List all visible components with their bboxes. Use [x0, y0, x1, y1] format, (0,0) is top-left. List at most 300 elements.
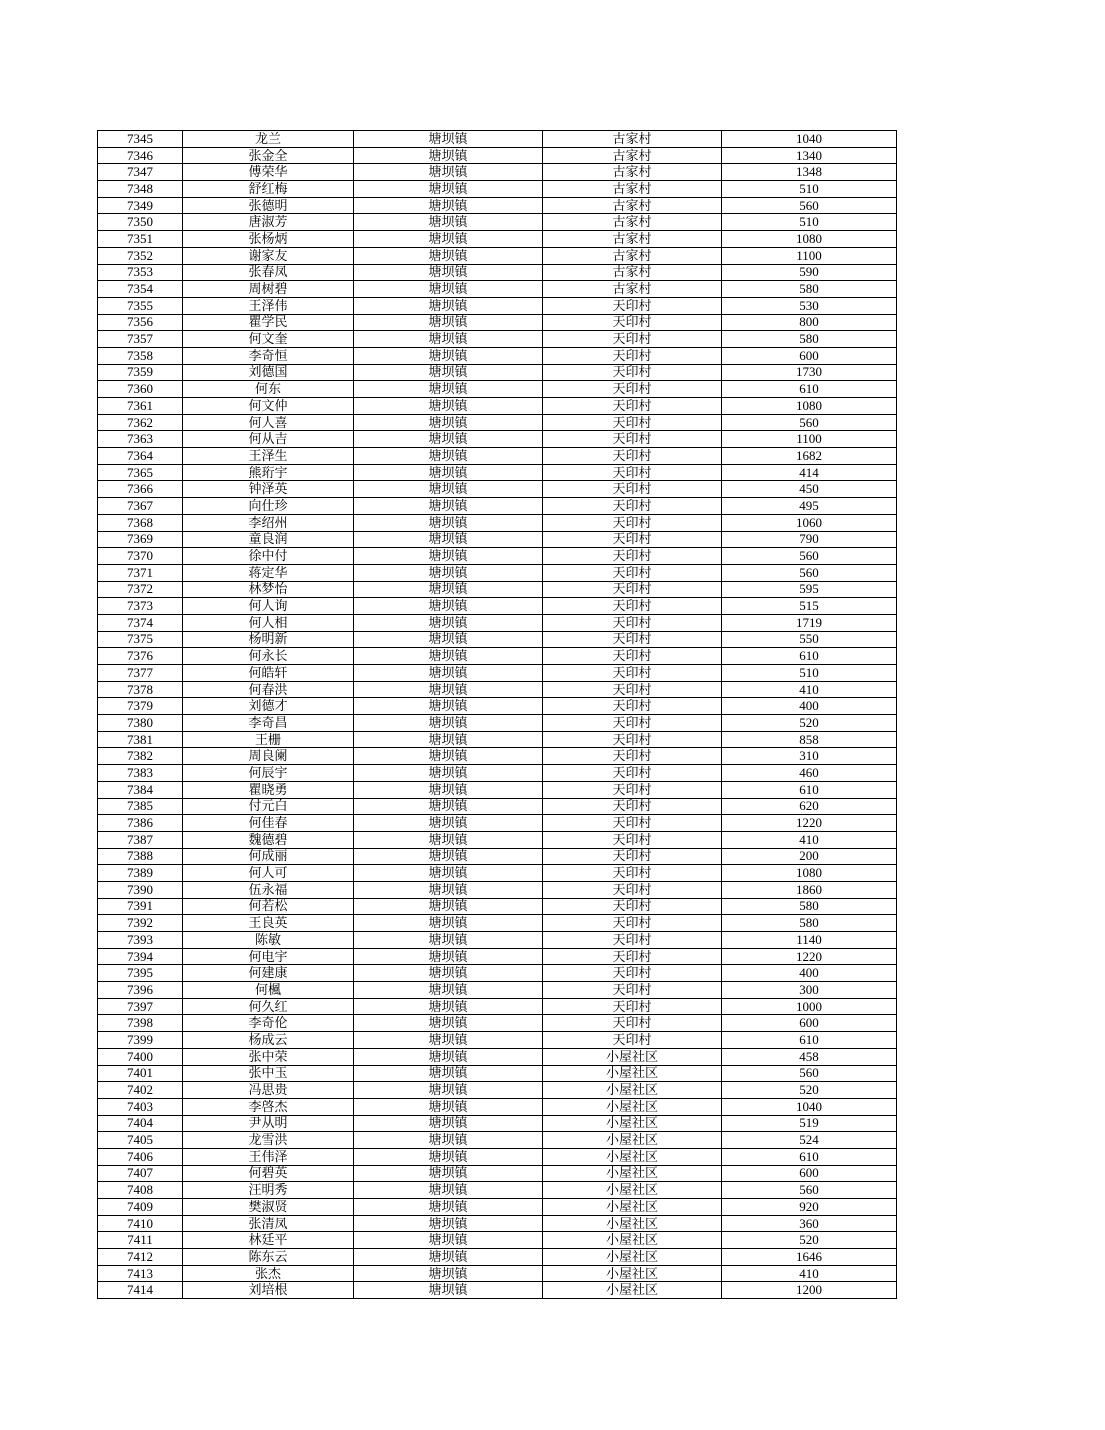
name-cell: 伍永福 [183, 881, 354, 898]
table-row [98, 364, 897, 381]
village-cell: 天印村 [543, 464, 722, 481]
amount-cell: 800 [722, 314, 897, 331]
table-row [98, 247, 897, 264]
table-row [98, 564, 897, 581]
row-number-cell: 7357 [98, 331, 183, 348]
table-row [98, 414, 897, 431]
row-number-cell: 7384 [98, 781, 183, 798]
row-number-cell: 7386 [98, 815, 183, 832]
village-cell: 天印村 [543, 698, 722, 715]
village-cell: 天印村 [543, 765, 722, 782]
name-cell: 付元白 [183, 798, 354, 815]
row-number-cell: 7362 [98, 414, 183, 431]
village-cell: 古家村 [543, 197, 722, 214]
name-cell: 何从吉 [183, 431, 354, 448]
row-number-cell: 7387 [98, 831, 183, 848]
table-row [98, 231, 897, 248]
table-row [98, 431, 897, 448]
row-number-cell: 7406 [98, 1148, 183, 1165]
row-number-cell: 7348 [98, 181, 183, 198]
amount-cell: 510 [722, 214, 897, 231]
table-row [98, 1015, 897, 1032]
name-cell: 何人询 [183, 598, 354, 615]
town-cell: 塘坝镇 [354, 398, 543, 415]
town-cell: 塘坝镇 [354, 147, 543, 164]
town-cell: 塘坝镇 [354, 965, 543, 982]
amount-cell: 400 [722, 965, 897, 982]
town-cell: 塘坝镇 [354, 564, 543, 581]
amount-cell: 200 [722, 848, 897, 865]
table-row [98, 381, 897, 398]
village-cell: 小屋社区 [543, 1065, 722, 1082]
name-cell: 向仕珍 [183, 498, 354, 515]
amount-cell: 400 [722, 698, 897, 715]
table-row [98, 1082, 897, 1099]
row-number-cell: 7378 [98, 681, 183, 698]
town-cell: 塘坝镇 [354, 865, 543, 882]
amount-cell: 410 [722, 831, 897, 848]
row-number-cell: 7369 [98, 531, 183, 548]
village-cell: 天印村 [543, 831, 722, 848]
table-row [98, 881, 897, 898]
row-number-cell: 7393 [98, 932, 183, 949]
row-number-cell: 7401 [98, 1065, 183, 1082]
row-number-cell: 7361 [98, 398, 183, 415]
name-cell: 张中荣 [183, 1048, 354, 1065]
amount-cell: 1200 [722, 1282, 897, 1299]
amount-cell: 610 [722, 381, 897, 398]
amount-cell: 590 [722, 264, 897, 281]
row-number-cell: 7370 [98, 548, 183, 565]
amount-cell: 1080 [722, 398, 897, 415]
name-cell: 张杰 [183, 1265, 354, 1282]
table-row [98, 731, 897, 748]
village-cell: 天印村 [543, 898, 722, 915]
amount-cell: 1348 [722, 164, 897, 181]
name-cell: 王泽伟 [183, 297, 354, 314]
table-row [98, 614, 897, 631]
town-cell: 塘坝镇 [354, 614, 543, 631]
amount-cell: 550 [722, 631, 897, 648]
town-cell: 塘坝镇 [354, 598, 543, 615]
table-row [98, 1065, 897, 1082]
name-cell: 冯思贵 [183, 1082, 354, 1099]
row-number-cell: 7405 [98, 1132, 183, 1149]
amount-cell: 515 [722, 598, 897, 615]
name-cell: 刘德国 [183, 364, 354, 381]
amount-cell: 1040 [722, 131, 897, 148]
amount-cell: 560 [722, 1182, 897, 1199]
row-number-cell: 7404 [98, 1115, 183, 1132]
name-cell: 何建康 [183, 965, 354, 982]
name-cell: 谢家友 [183, 247, 354, 264]
row-number-cell: 7403 [98, 1098, 183, 1115]
amount-cell: 450 [722, 481, 897, 498]
row-number-cell: 7354 [98, 281, 183, 298]
table-row [98, 498, 897, 515]
amount-cell: 600 [722, 1165, 897, 1182]
table-row [98, 815, 897, 832]
town-cell: 塘坝镇 [354, 247, 543, 264]
town-cell: 塘坝镇 [354, 1165, 543, 1182]
name-cell: 陈东云 [183, 1249, 354, 1266]
table-row [98, 548, 897, 565]
name-cell: 何人喜 [183, 414, 354, 431]
row-number-cell: 7390 [98, 881, 183, 898]
row-number-cell: 7368 [98, 514, 183, 531]
name-cell: 杨明新 [183, 631, 354, 648]
row-number-cell: 7379 [98, 698, 183, 715]
town-cell: 塘坝镇 [354, 1032, 543, 1049]
amount-cell: 1682 [722, 448, 897, 465]
row-number-cell: 7412 [98, 1249, 183, 1266]
town-cell: 塘坝镇 [354, 1249, 543, 1266]
name-cell: 王泽生 [183, 448, 354, 465]
amount-cell: 1220 [722, 815, 897, 832]
name-cell: 何碧英 [183, 1165, 354, 1182]
village-cell: 天印村 [543, 932, 722, 949]
amount-cell: 1080 [722, 231, 897, 248]
town-cell: 塘坝镇 [354, 581, 543, 598]
town-cell: 塘坝镇 [354, 1182, 543, 1199]
town-cell: 塘坝镇 [354, 1065, 543, 1082]
town-cell: 塘坝镇 [354, 1082, 543, 1099]
town-cell: 塘坝镇 [354, 297, 543, 314]
name-cell: 张金全 [183, 147, 354, 164]
town-cell: 塘坝镇 [354, 481, 543, 498]
village-cell: 古家村 [543, 164, 722, 181]
row-number-cell: 7380 [98, 715, 183, 732]
name-cell: 傅荣华 [183, 164, 354, 181]
village-cell: 天印村 [543, 314, 722, 331]
row-number-cell: 7376 [98, 648, 183, 665]
amount-cell: 1040 [722, 1098, 897, 1115]
town-cell: 塘坝镇 [354, 131, 543, 148]
town-cell: 塘坝镇 [354, 948, 543, 965]
village-cell: 天印村 [543, 514, 722, 531]
name-cell: 李奇恒 [183, 347, 354, 364]
table-row [98, 481, 897, 498]
table-row [98, 1182, 897, 1199]
row-number-cell: 7360 [98, 381, 183, 398]
table-row [98, 1265, 897, 1282]
name-cell: 瞿晓勇 [183, 781, 354, 798]
amount-cell: 520 [722, 1082, 897, 1099]
row-number-cell: 7395 [98, 965, 183, 982]
name-cell: 李啓杰 [183, 1098, 354, 1115]
town-cell: 塘坝镇 [354, 197, 543, 214]
table-row [98, 898, 897, 915]
name-cell: 李奇昌 [183, 715, 354, 732]
row-number-cell: 7358 [98, 347, 183, 364]
name-cell: 张春凤 [183, 264, 354, 281]
village-cell: 天印村 [543, 965, 722, 982]
village-cell: 小屋社区 [543, 1132, 722, 1149]
amount-cell: 300 [722, 982, 897, 999]
data-table [97, 130, 897, 1299]
row-number-cell: 7377 [98, 665, 183, 682]
town-cell: 塘坝镇 [354, 548, 543, 565]
village-cell: 天印村 [543, 381, 722, 398]
town-cell: 塘坝镇 [354, 264, 543, 281]
table-row [98, 998, 897, 1015]
village-cell: 古家村 [543, 281, 722, 298]
table-row [98, 932, 897, 949]
town-cell: 塘坝镇 [354, 915, 543, 932]
name-cell: 何文仲 [183, 398, 354, 415]
row-number-cell: 7373 [98, 598, 183, 615]
village-cell: 天印村 [543, 564, 722, 581]
table-row [98, 648, 897, 665]
row-number-cell: 7392 [98, 915, 183, 932]
village-cell: 天印村 [543, 614, 722, 631]
name-cell: 汪明秀 [183, 1182, 354, 1199]
row-number-cell: 7398 [98, 1015, 183, 1032]
amount-cell: 1100 [722, 247, 897, 264]
town-cell: 塘坝镇 [354, 531, 543, 548]
amount-cell: 560 [722, 1065, 897, 1082]
table-row [98, 131, 897, 148]
amount-cell: 1100 [722, 431, 897, 448]
row-number-cell: 7355 [98, 297, 183, 314]
name-cell: 蒋定华 [183, 564, 354, 581]
amount-cell: 1220 [722, 948, 897, 965]
table-row [98, 715, 897, 732]
row-number-cell: 7346 [98, 147, 183, 164]
amount-cell: 600 [722, 347, 897, 364]
amount-cell: 520 [722, 1232, 897, 1249]
village-cell: 天印村 [543, 414, 722, 431]
village-cell: 天印村 [543, 731, 722, 748]
name-cell: 熊珩宇 [183, 464, 354, 481]
name-cell: 舒红梅 [183, 181, 354, 198]
amount-cell: 1860 [722, 881, 897, 898]
name-cell: 尹从明 [183, 1115, 354, 1132]
village-cell: 古家村 [543, 147, 722, 164]
name-cell: 刘德才 [183, 698, 354, 715]
amount-cell: 620 [722, 798, 897, 815]
town-cell: 塘坝镇 [354, 514, 543, 531]
village-cell: 天印村 [543, 598, 722, 615]
table-row [98, 915, 897, 932]
town-cell: 塘坝镇 [354, 881, 543, 898]
amount-cell: 414 [722, 464, 897, 481]
town-cell: 塘坝镇 [354, 982, 543, 999]
village-cell: 小屋社区 [543, 1215, 722, 1232]
table-row [98, 798, 897, 815]
amount-cell: 458 [722, 1048, 897, 1065]
table-row [98, 514, 897, 531]
table-row [98, 982, 897, 999]
table-row [98, 948, 897, 965]
name-cell: 周树碧 [183, 281, 354, 298]
amount-cell: 1646 [722, 1249, 897, 1266]
amount-cell: 610 [722, 1148, 897, 1165]
village-cell: 天印村 [543, 364, 722, 381]
town-cell: 塘坝镇 [354, 765, 543, 782]
amount-cell: 524 [722, 1132, 897, 1149]
name-cell: 林梦怡 [183, 581, 354, 598]
row-number-cell: 7391 [98, 898, 183, 915]
table-row [98, 848, 897, 865]
town-cell: 塘坝镇 [354, 347, 543, 364]
row-number-cell: 7413 [98, 1265, 183, 1282]
town-cell: 塘坝镇 [354, 932, 543, 949]
town-cell: 塘坝镇 [354, 331, 543, 348]
row-number-cell: 7351 [98, 231, 183, 248]
name-cell: 李绍州 [183, 514, 354, 531]
village-cell: 天印村 [543, 982, 722, 999]
table-row [98, 698, 897, 715]
table-row [98, 1232, 897, 1249]
village-cell: 天印村 [543, 715, 722, 732]
amount-cell: 1719 [722, 614, 897, 631]
village-cell: 天印村 [543, 1032, 722, 1049]
row-number-cell: 7385 [98, 798, 183, 815]
table-row [98, 264, 897, 281]
town-cell: 塘坝镇 [354, 181, 543, 198]
row-number-cell: 7363 [98, 431, 183, 448]
table-row [98, 331, 897, 348]
town-cell: 塘坝镇 [354, 231, 543, 248]
name-cell: 李奇伦 [183, 1015, 354, 1032]
name-cell: 樊淑贤 [183, 1199, 354, 1216]
town-cell: 塘坝镇 [354, 731, 543, 748]
row-number-cell: 7400 [98, 1048, 183, 1065]
village-cell: 天印村 [543, 815, 722, 832]
name-cell: 龙兰 [183, 131, 354, 148]
amount-cell: 580 [722, 898, 897, 915]
amount-cell: 580 [722, 915, 897, 932]
table-row [98, 448, 897, 465]
town-cell: 塘坝镇 [354, 848, 543, 865]
table-row [98, 781, 897, 798]
village-cell: 小屋社区 [543, 1182, 722, 1199]
town-cell: 塘坝镇 [354, 1148, 543, 1165]
village-cell: 天印村 [543, 798, 722, 815]
table-row [98, 281, 897, 298]
row-number-cell: 7372 [98, 581, 183, 598]
village-cell: 天印村 [543, 781, 722, 798]
village-cell: 天印村 [543, 915, 722, 932]
town-cell: 塘坝镇 [354, 431, 543, 448]
amount-cell: 560 [722, 548, 897, 565]
amount-cell: 1140 [722, 932, 897, 949]
village-cell: 古家村 [543, 247, 722, 264]
name-cell: 何皓轩 [183, 665, 354, 682]
row-number-cell: 7388 [98, 848, 183, 865]
village-cell: 小屋社区 [543, 1265, 722, 1282]
village-cell: 小屋社区 [543, 1048, 722, 1065]
village-cell: 天印村 [543, 548, 722, 565]
village-cell: 古家村 [543, 214, 722, 231]
table-row [98, 197, 897, 214]
table-row [98, 965, 897, 982]
name-cell: 瞿学民 [183, 314, 354, 331]
town-cell: 塘坝镇 [354, 214, 543, 231]
amount-cell: 580 [722, 331, 897, 348]
town-cell: 塘坝镇 [354, 1282, 543, 1299]
village-cell: 天印村 [543, 347, 722, 364]
table-row [98, 1132, 897, 1149]
town-cell: 塘坝镇 [354, 781, 543, 798]
row-number-cell: 7396 [98, 982, 183, 999]
table-row [98, 1148, 897, 1165]
amount-cell: 460 [722, 765, 897, 782]
table-row [98, 1098, 897, 1115]
name-cell: 何佳春 [183, 815, 354, 832]
amount-cell: 410 [722, 681, 897, 698]
village-cell: 天印村 [543, 998, 722, 1015]
town-cell: 塘坝镇 [354, 998, 543, 1015]
row-number-cell: 7409 [98, 1199, 183, 1216]
table-row [98, 214, 897, 231]
amount-cell: 310 [722, 748, 897, 765]
row-number-cell: 7371 [98, 564, 183, 581]
row-number-cell: 7399 [98, 1032, 183, 1049]
town-cell: 塘坝镇 [354, 1265, 543, 1282]
name-cell: 林廷平 [183, 1232, 354, 1249]
name-cell: 龙雪洪 [183, 1132, 354, 1149]
town-cell: 塘坝镇 [354, 1215, 543, 1232]
table-row [98, 631, 897, 648]
town-cell: 塘坝镇 [354, 1115, 543, 1132]
name-cell: 何永长 [183, 648, 354, 665]
table-row [98, 297, 897, 314]
name-cell: 张杨炳 [183, 231, 354, 248]
amount-cell: 920 [722, 1199, 897, 1216]
name-cell: 何电宇 [183, 948, 354, 965]
amount-cell: 510 [722, 181, 897, 198]
row-number-cell: 7408 [98, 1182, 183, 1199]
village-cell: 小屋社区 [543, 1199, 722, 1216]
name-cell: 王栅 [183, 731, 354, 748]
village-cell: 天印村 [543, 531, 722, 548]
row-number-cell: 7374 [98, 614, 183, 631]
table-row [98, 765, 897, 782]
town-cell: 塘坝镇 [354, 281, 543, 298]
row-number-cell: 7383 [98, 765, 183, 782]
town-cell: 塘坝镇 [354, 815, 543, 832]
village-cell: 天印村 [543, 297, 722, 314]
amount-cell: 580 [722, 281, 897, 298]
name-cell: 何春洪 [183, 681, 354, 698]
village-cell: 古家村 [543, 264, 722, 281]
town-cell: 塘坝镇 [354, 1232, 543, 1249]
row-number-cell: 7375 [98, 631, 183, 648]
village-cell: 古家村 [543, 181, 722, 198]
village-cell: 天印村 [543, 498, 722, 515]
table-row [98, 531, 897, 548]
table-row [98, 581, 897, 598]
table-row [98, 147, 897, 164]
table-row [98, 1215, 897, 1232]
amount-cell: 360 [722, 1215, 897, 1232]
town-cell: 塘坝镇 [354, 1015, 543, 1032]
village-cell: 小屋社区 [543, 1249, 722, 1266]
town-cell: 塘坝镇 [354, 364, 543, 381]
row-number-cell: 7359 [98, 364, 183, 381]
amount-cell: 1000 [722, 998, 897, 1015]
town-cell: 塘坝镇 [354, 464, 543, 481]
town-cell: 塘坝镇 [354, 314, 543, 331]
table-body [98, 131, 897, 1299]
table-row [98, 598, 897, 615]
table-row [98, 665, 897, 682]
table-row [98, 1032, 897, 1049]
row-number-cell: 7364 [98, 448, 183, 465]
table-row [98, 1249, 897, 1266]
